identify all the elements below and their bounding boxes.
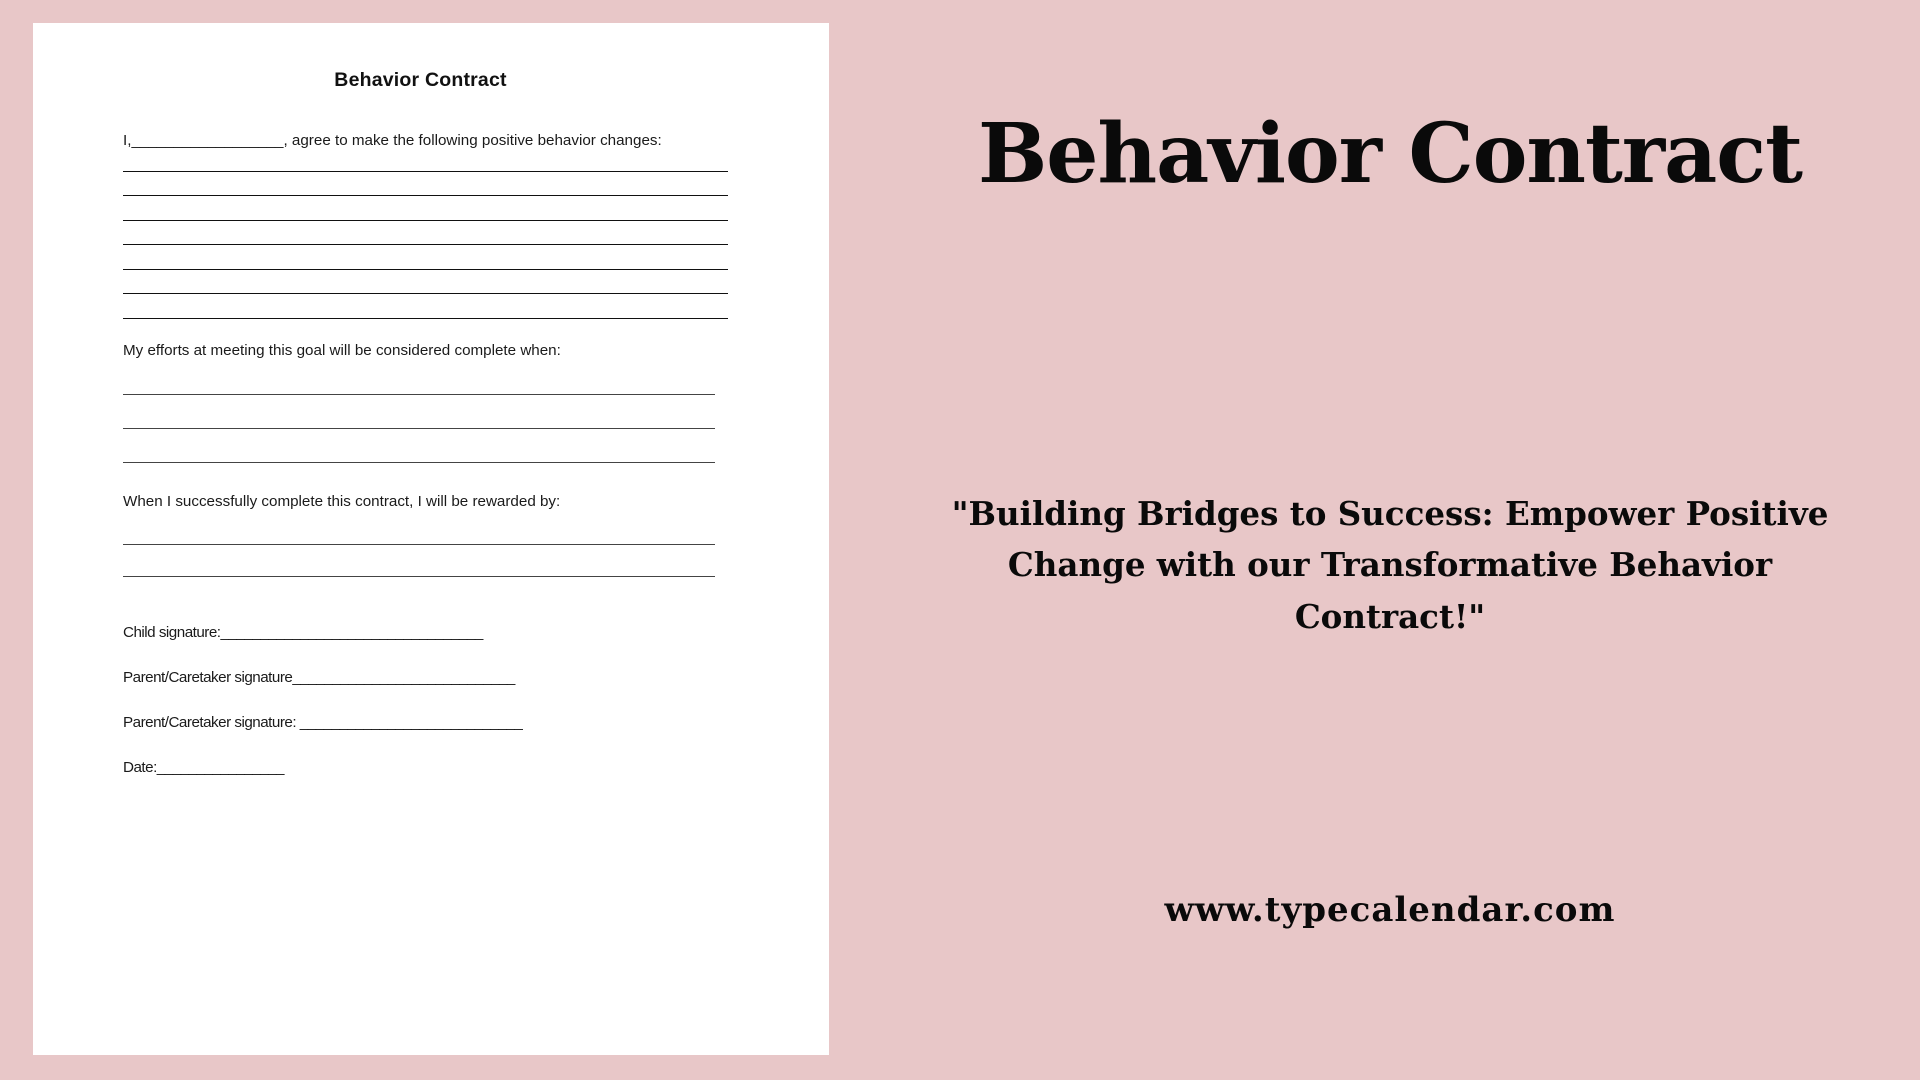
behavior-changes-lines — [123, 171, 743, 319]
document-content — [123, 69, 743, 776]
blank-line[interactable] — [123, 318, 728, 319]
blank-line[interactable] — [123, 428, 715, 429]
blank-line[interactable] — [123, 195, 728, 196]
document-title: Behavior Contract — [334, 69, 507, 91]
reward-section — [123, 491, 743, 577]
blank-line[interactable] — [123, 171, 728, 172]
promo-panel — [860, 0, 1920, 1080]
promo-website-url[interactable]: www.typecalendar.com — [1164, 890, 1616, 930]
goal-prompt: My efforts at meeting this goal will be considered complete when: — [123, 341, 561, 359]
reward-prompt: When I successfully complete this contract, I will be rewarded by: — [123, 493, 561, 511]
document-sheet — [33, 23, 829, 1055]
child-signature-line[interactable]: Child signature:_________________________________ — [123, 623, 483, 641]
blank-line[interactable] — [123, 220, 728, 221]
blank-line[interactable] — [123, 544, 715, 545]
promo-title: Behavior Contract — [977, 106, 1803, 202]
blank-line[interactable] — [123, 462, 715, 463]
intro-paragraph: I,__________________, agree to make the following positive behavior changes: — [123, 132, 662, 149]
blank-line[interactable] — [123, 394, 715, 395]
blank-line[interactable] — [123, 576, 715, 577]
blank-line[interactable] — [123, 293, 728, 294]
date-line[interactable]: Date:________________ — [123, 758, 284, 776]
blank-line[interactable] — [123, 269, 728, 270]
promo-tagline: "Building Bridges to Success: Empower Positive Change with our Transformative Behavior Contract!" — [951, 494, 1829, 636]
parent-signature-line-1[interactable]: Parent/Caretaker signature____________________________ — [123, 668, 515, 686]
goal-completion-section — [123, 340, 743, 464]
signature-block — [123, 624, 743, 776]
parent-signature-line-2[interactable]: Parent/Caretaker signature: ____________________________ — [123, 713, 523, 731]
blank-line[interactable] — [123, 244, 728, 245]
